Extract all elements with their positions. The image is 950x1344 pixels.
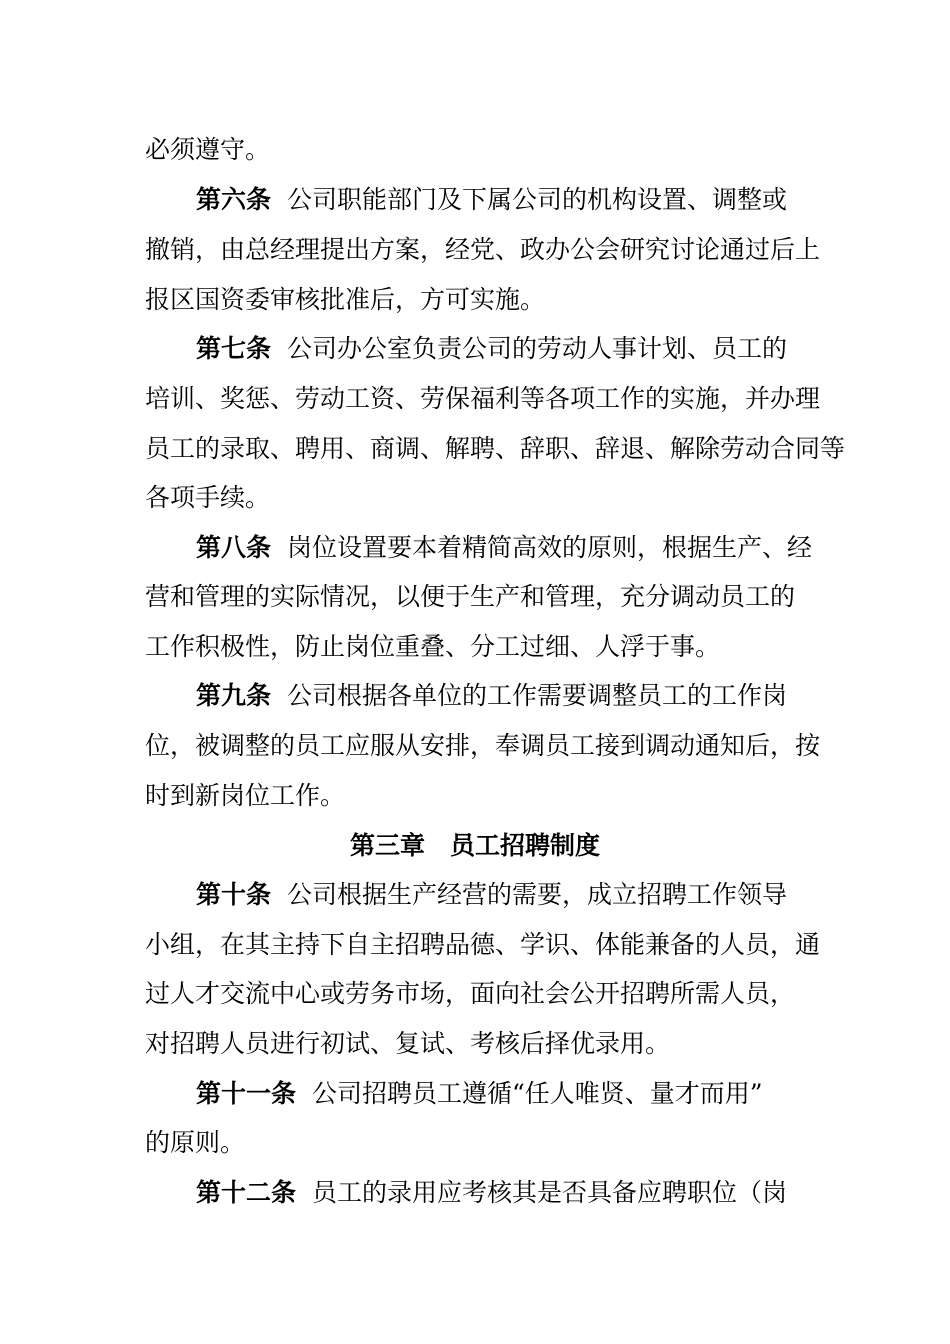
text-line: [145, 1123, 245, 1163]
line-text: 位，被调整的员工应服从安排，奉调员工接到调动通知后，按: [145, 731, 821, 760]
line-text: 报区国资委审核批准后，方可实施。: [145, 285, 546, 314]
chapter-title: 第三章 员工招聘制度: [349, 831, 600, 860]
text-line: [145, 627, 720, 667]
chapter-heading: [0, 826, 950, 866]
line-text: 时到新岗位工作。: [145, 781, 346, 810]
text-line: [145, 478, 270, 518]
text-line: [145, 1024, 670, 1064]
article-number: 第七条: [196, 334, 272, 363]
article-number: 第八条: [196, 533, 272, 562]
article-11: [196, 1074, 763, 1114]
line-text: 小组，在其主持下自主招聘品德、学识、体能兼备的人员，通: [145, 930, 821, 959]
line-text: 公司职能部门及下属公司的机构设置、调整或: [287, 185, 788, 214]
line-text: 员工的录取、聘用、商调、解聘、辞职、辞退、解除劳动合同等: [145, 434, 846, 463]
line-text: 各项手续。: [145, 483, 271, 512]
text-line: [145, 776, 345, 816]
article-number: 第十一条: [196, 1079, 297, 1108]
article-8: [196, 528, 812, 568]
article-9: [196, 676, 787, 716]
article-number: 第九条: [196, 681, 272, 710]
article-6: [196, 180, 787, 220]
article-number: 第六条: [196, 185, 272, 214]
line-text: 员工的录用应考核其是否具备应聘职位（岗: [312, 1178, 788, 1207]
line-text: 公司办公室负责公司的劳动人事计划、员工的: [287, 334, 788, 363]
text-line: [145, 230, 820, 270]
text-line: [145, 925, 820, 965]
line-text: 过人才交流中心或劳务市场，面向社会公开招聘所需人员，: [145, 979, 796, 1008]
line-text: 营和管理的实际情况，以便于生产和管理，充分调动员工的: [145, 582, 796, 611]
text-line: [145, 974, 795, 1014]
line-text: 对招聘人员进行初试、复试、考核后择优录用。: [145, 1029, 671, 1058]
line-text: 岗位设置要本着精简高效的原则，根据生产、经: [287, 533, 813, 562]
text-line: [145, 379, 820, 419]
article-7: [196, 329, 787, 369]
line-text: 撤销，由总经理提出方案，经党、政办公会研究讨论通过后上: [145, 235, 821, 264]
text-line: [145, 280, 545, 320]
text-line: [145, 130, 270, 170]
line-text: 培训、奖惩、劳动工资、劳保福利等各项工作的实施，并办理: [145, 384, 821, 413]
article-number: 第十条: [196, 880, 272, 909]
text-line: [145, 429, 845, 469]
line-text: 工作积极性，防止岗位重叠、分工过细、人浮于事。: [145, 632, 721, 661]
text-line: [145, 726, 820, 766]
line-text: 公司根据各单位的工作需要调整员工的工作岗: [287, 681, 788, 710]
article-number: 第十二条: [196, 1178, 297, 1207]
article-12: [196, 1173, 787, 1213]
line-text: 公司根据生产经营的需要，成立招聘工作领导: [287, 880, 788, 909]
line-text: 公司招聘员工遵循“任人唯贤、量才而用”: [312, 1079, 763, 1108]
article-10: [196, 875, 787, 915]
line-text: 的原则。: [145, 1128, 246, 1157]
line-text: 必须遵守。: [145, 135, 271, 164]
text-line: [145, 577, 795, 617]
